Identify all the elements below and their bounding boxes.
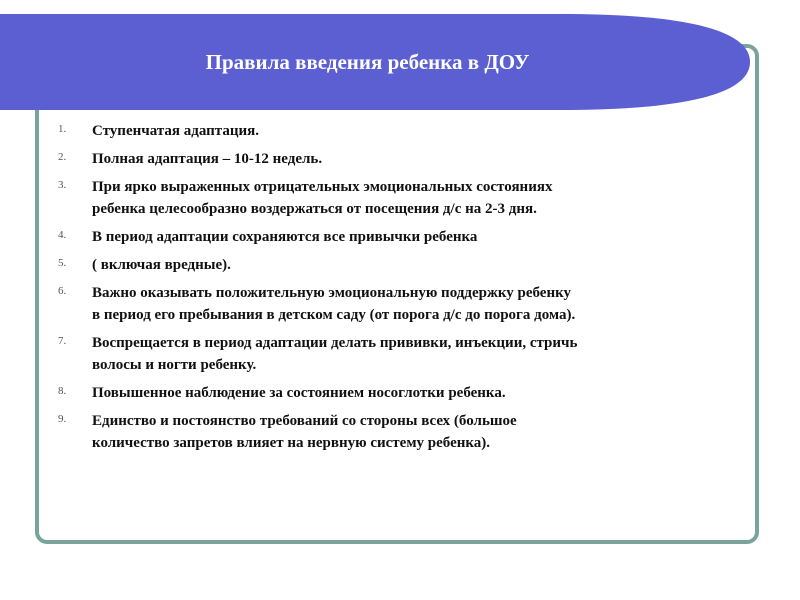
list-item-text: Воспрещается в период адаптации делать прививки, инъекции, стричь волосы и ногти ребенку. bbox=[92, 335, 578, 373]
list-item-text: При ярко выраженных отрицательных эмоциональных состояниях ребенка целесообразно воздержаться от посещения д/с на 2-3 дня. bbox=[92, 179, 553, 217]
list-item bbox=[58, 282, 748, 326]
list-item-text: Полная адаптация – 10-12 недель. bbox=[92, 151, 323, 167]
list-item bbox=[58, 120, 748, 142]
list-item-text: Повышенное наблюдение за состоянием носоглотки ребенка. bbox=[92, 385, 506, 401]
list-item-text: Единство и постоянство требований со стороны всех (большое количество запретов влияет на нервную систему ребенка). bbox=[92, 413, 517, 451]
list-item-number: 1. bbox=[58, 123, 67, 135]
slide-title: Правила введения ребенка в ДОУ bbox=[205, 50, 530, 74]
list-item-number: 4. bbox=[58, 229, 67, 241]
list-item bbox=[58, 226, 748, 248]
list-item-number: 9. bbox=[58, 413, 67, 425]
list-item-text: В период адаптации сохраняются все привычки ребенка bbox=[92, 229, 478, 245]
list-item bbox=[58, 410, 748, 454]
list-item-number: 5. bbox=[58, 257, 67, 269]
list-item bbox=[58, 382, 748, 404]
list-item bbox=[58, 148, 748, 170]
list-item bbox=[58, 254, 748, 276]
list-item-number: 6. bbox=[58, 285, 67, 297]
list-item-number: 7. bbox=[58, 335, 67, 347]
rules-list bbox=[58, 120, 748, 460]
list-item bbox=[58, 332, 748, 376]
list-item-text: Важно оказывать положительную эмоциональную поддержку ребенку в период его пребывания в детском саду (от порога д/с до порога дома). bbox=[92, 285, 576, 323]
list-item bbox=[58, 176, 748, 220]
list-item-number: 8. bbox=[58, 385, 67, 397]
list-item-number: 2. bbox=[58, 151, 67, 163]
list-item-text: Ступенчатая адаптация. bbox=[92, 123, 259, 139]
list-item-text: ( включая вредные). bbox=[92, 257, 231, 273]
list-item-number: 3. bbox=[58, 179, 67, 191]
